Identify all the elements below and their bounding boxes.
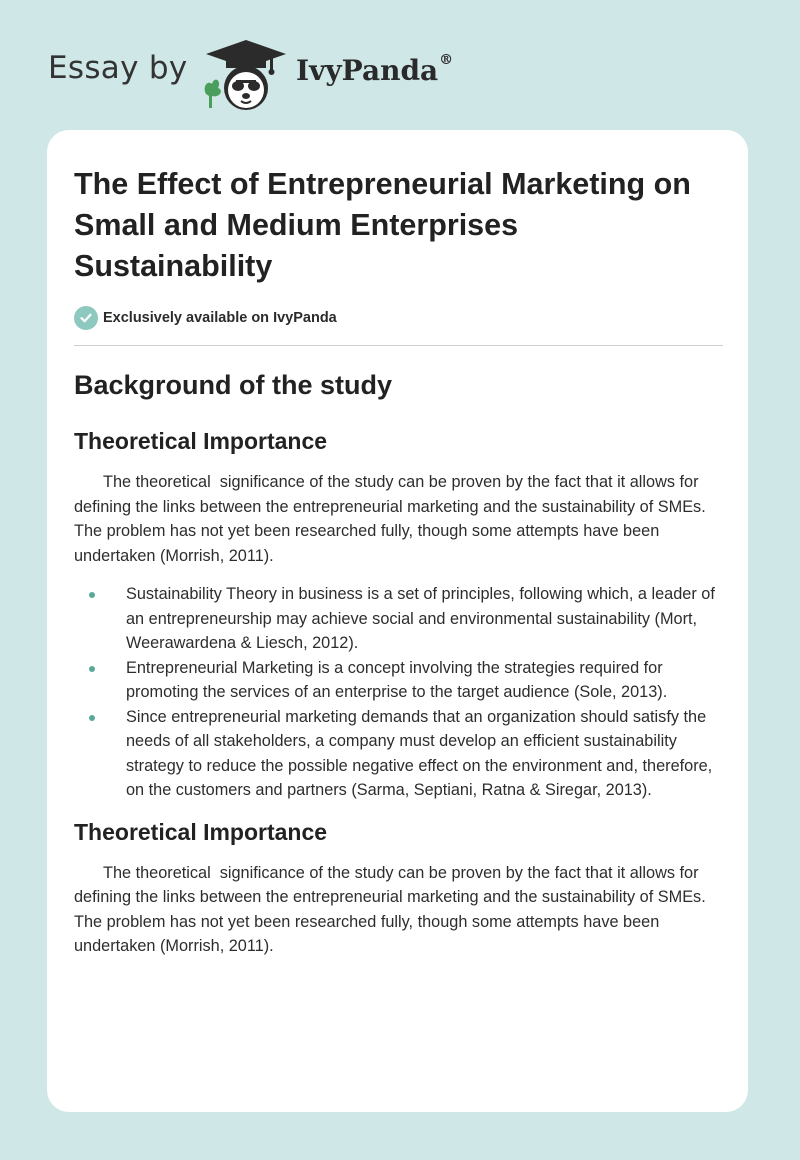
list-item-text: Entrepreneurial Marketing is a concept involving the strategies required for promoting the services of an enterprise to the target audience (Sole, 2013). (126, 658, 668, 701)
exclusive-notice (74, 306, 337, 330)
bullet-icon (89, 666, 95, 672)
list-item (74, 582, 726, 656)
check-circle-icon (74, 306, 98, 330)
panda-graduate-icon (200, 36, 292, 112)
bullet-icon (89, 592, 95, 598)
essay-by-label: Essay by (48, 50, 188, 86)
bullet-list (74, 582, 726, 803)
essay-title: The Effect of Entrepreneurial Marketing on Small and Medium Enterprises Sustainability (74, 167, 691, 283)
site-header (48, 30, 548, 110)
registered-mark: ® (439, 52, 454, 68)
list-item (74, 705, 726, 803)
list-item-text: Sustainability Theory in business is a set of principles, following which, a leader of an entrepreneurship may achieve social and environmental sustainability (Mort, Weerawardena & Liesch, 2012). (126, 585, 715, 652)
essay-card (47, 130, 748, 1112)
section-heading: Background of the study (74, 370, 393, 400)
paragraph: The theoretical significance of the study can be proven by the fact that it allows for defining the links between the entrepreneurial marketing and the sustainability of SMEs. The problem has not yet been researched fully, though some attempts have been undertaken (Morrish, 2011). (74, 473, 710, 565)
paragraph: The theoretical significance of the study can be proven by the fact that it allows for defining the links between the entrepreneurial marketing and the sustainability of SMEs. The problem has not yet been researched fully, though some attempts have been undertaken (Morrish, 2011). (74, 863, 710, 955)
ivy-leaf-icon (205, 80, 221, 108)
list-item-text: Since entrepreneurial marketing demands that an organization should satisfy the needs of all stakeholders, a company must develop an efficient sustainability strategy to reduce the possible negative effect on the environment and, therefore, on the customers and partners (Sarma, Septiani, Ratna & Siregar, 2013). (126, 707, 713, 799)
essay-body (74, 362, 726, 959)
list-item (74, 656, 726, 705)
subsection-heading: Theoretical Importance (74, 818, 328, 845)
bullet-icon (89, 715, 95, 721)
brand-logo[interactable] (296, 54, 453, 87)
subsection-heading: Theoretical Importance (74, 428, 328, 454)
divider (74, 345, 723, 346)
exclusive-label: Exclusively available on IvyPanda (103, 310, 337, 326)
brand-name: IvyPanda (296, 54, 439, 87)
